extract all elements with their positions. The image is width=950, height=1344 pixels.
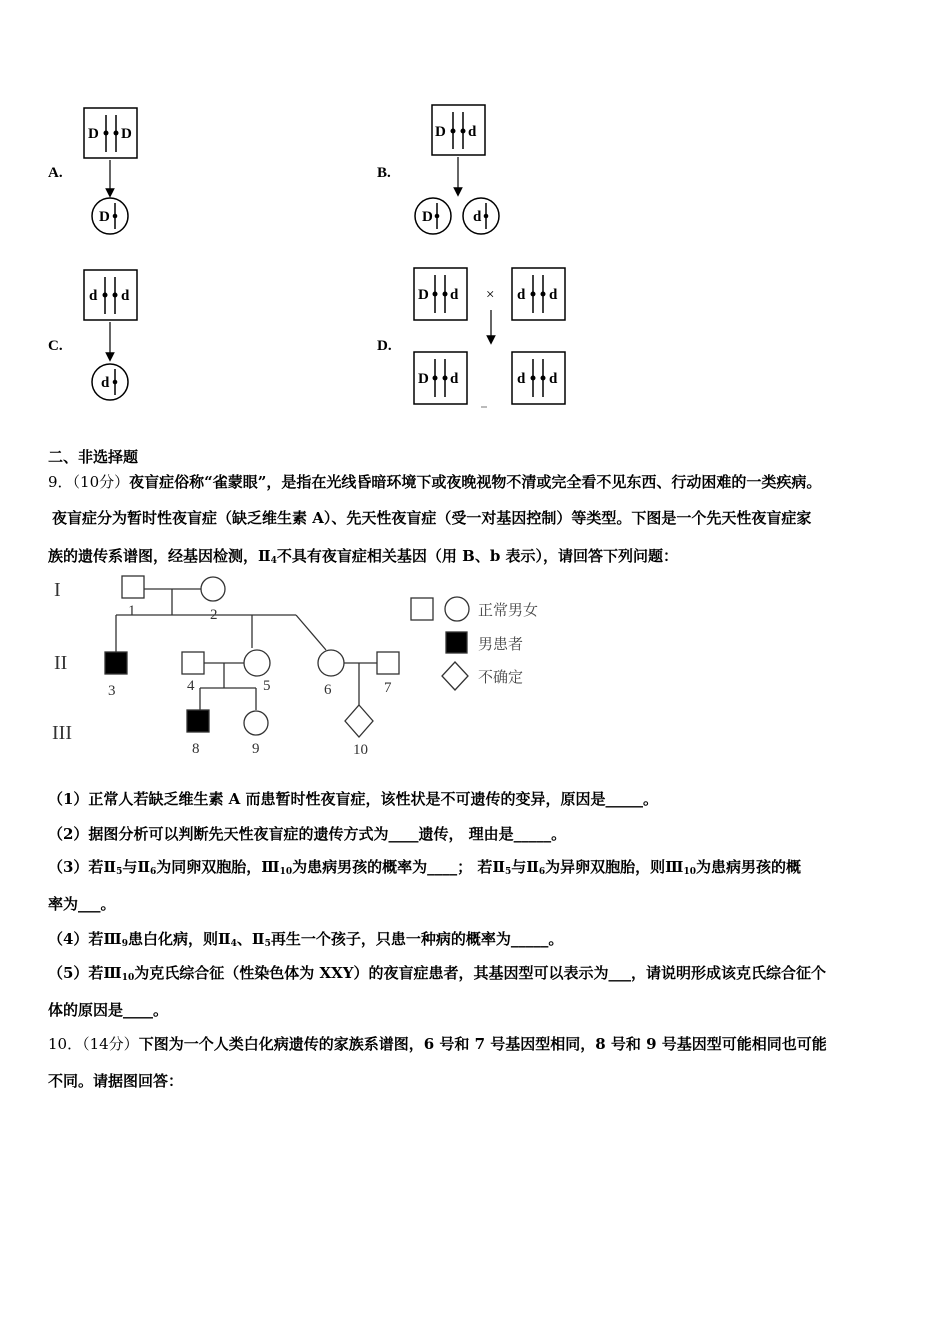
section-title: 二、非选择题 bbox=[48, 448, 139, 466]
q9-sub4: （4）若$Ⅲ_9$患白化病，则$Ⅱ_4$、$Ⅱ_5$再生一个孩子，只患一种病的概率为_____。 bbox=[48, 930, 564, 949]
gene-label: D bbox=[88, 126, 99, 142]
gene-label: D bbox=[422, 209, 433, 225]
q10-line1: 10．（14分）下图为一个人类白化病遗传的家族系谱图，6 号和 7 号基因型相同，8 号和 9 号基因型可能相同也可能 bbox=[48, 1035, 827, 1053]
cross-symbol: × bbox=[486, 287, 495, 303]
generation-label: I bbox=[54, 579, 61, 601]
gene-label: d bbox=[473, 209, 482, 225]
legend-uncertain-label: 不确定 bbox=[478, 668, 524, 686]
individual-number: 5 bbox=[263, 678, 271, 694]
individual-number: 9 bbox=[252, 741, 260, 757]
option-a-label[interactable]: A. bbox=[48, 165, 63, 181]
individual-6-normal-female bbox=[318, 650, 344, 676]
individual-number: 6 bbox=[324, 682, 332, 698]
gene-label: d bbox=[101, 375, 110, 391]
generation-label: II bbox=[54, 652, 68, 674]
option-c-label[interactable]: C. bbox=[48, 338, 63, 354]
individual-number: 4 bbox=[187, 678, 195, 694]
gene-label: d bbox=[121, 288, 130, 304]
gene-label: D bbox=[99, 209, 110, 225]
q9-line2: 夜盲症分为暂时性夜盲症（缺乏维生素 A）、先天性夜盲症（受一对基因控制）等类型。下图是一个先天性夜盲症家 bbox=[52, 509, 812, 527]
options-figure bbox=[0, 95, 950, 415]
gene-label: D bbox=[418, 287, 429, 303]
gene-label: D bbox=[418, 371, 429, 387]
option-d-label[interactable]: D. bbox=[377, 338, 392, 354]
legend-normal-label: 正常男女 bbox=[478, 601, 539, 619]
individual-7-normal-male bbox=[377, 652, 399, 674]
q9-line3: 族的遗传系谱图，经基因检测，$Ⅱ_4$不具有夜盲症相关基因（用 B、b 表示），请回答下列问题： bbox=[48, 547, 679, 566]
legend-uncertain-shape bbox=[442, 662, 468, 690]
individual-2-normal-female bbox=[201, 577, 225, 601]
individual-9-normal-female bbox=[244, 711, 268, 735]
individual-1-normal-male bbox=[122, 576, 144, 598]
option-b-label[interactable]: B. bbox=[377, 165, 391, 181]
gene-label: d bbox=[517, 287, 526, 303]
gene-label: D bbox=[121, 126, 132, 142]
q9-sub1: （1）正常人若缺乏维生素 A 而患暂时性夜盲症，该性状是不可遗传的变异，原因是_____。 bbox=[48, 790, 659, 808]
q9-sub2: （2）据图分析可以判断先天性夜盲症的遗传方式为____遗传， 理由是_____。 bbox=[48, 825, 567, 843]
q9-sub5: （5）若$Ⅲ_{10}$为克氏综合征（性染色体为 XXY）的夜盲症患者，其基因型可以表示为___，请说明形成该克氏综合征个 bbox=[48, 964, 826, 983]
option-c-figure bbox=[84, 270, 137, 400]
q9-sub5-cont: 体的原因是____。 bbox=[48, 1001, 169, 1019]
individual-number: 1 bbox=[128, 603, 136, 619]
q9-sub3-cont: 率为___。 bbox=[48, 895, 116, 913]
gene-label: d bbox=[89, 288, 98, 304]
individual-number: 10 bbox=[353, 742, 368, 758]
individual-5-normal-female bbox=[244, 650, 270, 676]
option-d-figure bbox=[414, 268, 565, 407]
gene-label: d bbox=[450, 371, 459, 387]
legend-affected-male-shape bbox=[446, 632, 467, 653]
individual-number: 7 bbox=[384, 680, 392, 696]
option-b-figure bbox=[415, 105, 499, 234]
individual-4-normal-male bbox=[182, 652, 204, 674]
generation-label: III bbox=[52, 722, 72, 744]
legend-normal-female-shape bbox=[445, 597, 469, 621]
option-a-figure bbox=[84, 108, 137, 234]
gene-label: d bbox=[517, 371, 526, 387]
q10-line2: 不同。请据图回答： bbox=[48, 1072, 184, 1090]
pedigree-chart bbox=[40, 570, 560, 770]
q9-sub3: （3）若$Ⅱ_5$与$Ⅱ_6$为同卵双胞胎，$Ⅲ_{10}$为患病男孩的概率为____； 若$Ⅱ_5$与$Ⅱ_6$为异卵双胞胎，则$Ⅲ_{10}$为患病男孩的概 bbox=[48, 858, 801, 877]
gene-label: d bbox=[450, 287, 459, 303]
individual-8-affected-male bbox=[187, 710, 209, 732]
individual-3-affected-male bbox=[105, 652, 127, 674]
gene-label: d bbox=[549, 371, 558, 387]
legend-affected-label: 男患者 bbox=[478, 635, 524, 653]
gene-label: d bbox=[549, 287, 558, 303]
q9-line1: 9．（10分）夜盲症俗称“雀蒙眼”，是指在光线昏暗环境下或夜晚视物不清或完全看不见东西、行动困难的一类疾病。 bbox=[48, 473, 822, 491]
individual-number: 3 bbox=[108, 683, 116, 699]
individual-number: 8 bbox=[192, 741, 200, 757]
gene-label: D bbox=[435, 124, 446, 140]
gene-label: d bbox=[468, 124, 477, 140]
individual-number: 2 bbox=[210, 607, 218, 623]
legend-normal-male-shape bbox=[411, 598, 433, 620]
individual-10-uncertain bbox=[345, 705, 373, 737]
